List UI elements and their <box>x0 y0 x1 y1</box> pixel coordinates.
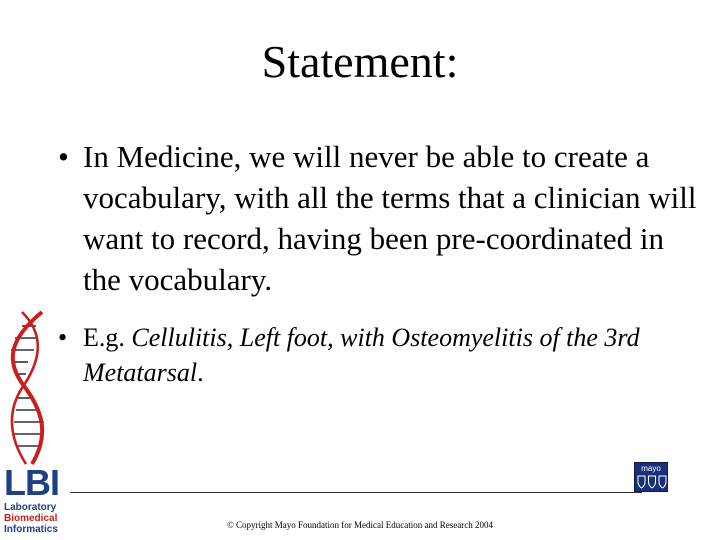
mayo-logo-word: mayo <box>641 464 661 473</box>
lbi-logo-word: Biomedical <box>4 513 58 524</box>
example-prefix: E.g. <box>83 323 132 352</box>
bullet-marker: • <box>58 139 69 174</box>
bullet-list <box>58 136 698 390</box>
bullet-marker: • <box>58 323 68 352</box>
bullet-item <box>58 136 698 300</box>
mayo-shields-icon <box>635 474 669 491</box>
dna-helix-icon <box>2 310 58 466</box>
bullet-text: In Medicine, we will never be able to create a vocabulary, with all the terms that a clinician will want to record, having been pre-coordinated in the vocabulary. <box>83 139 697 297</box>
example-suffix: . <box>197 358 204 387</box>
mayo-logo <box>634 462 668 492</box>
copyright-notice: © Copyright Mayo Foundation for Medical Education and Research 2004 <box>226 520 494 530</box>
example-bullet-item <box>58 320 698 390</box>
example-text: Cellulitis, Left foot, with Osteomyelitis of the 3rd Metatarsal <box>83 323 640 387</box>
lbi-logo-mark: LBI <box>4 462 59 503</box>
slide-title: Statement: <box>261 36 459 87</box>
lbi-logo-word: Informatics <box>4 524 58 535</box>
lbi-logo-word: Laboratory <box>4 502 57 513</box>
footer-divider <box>70 492 642 493</box>
